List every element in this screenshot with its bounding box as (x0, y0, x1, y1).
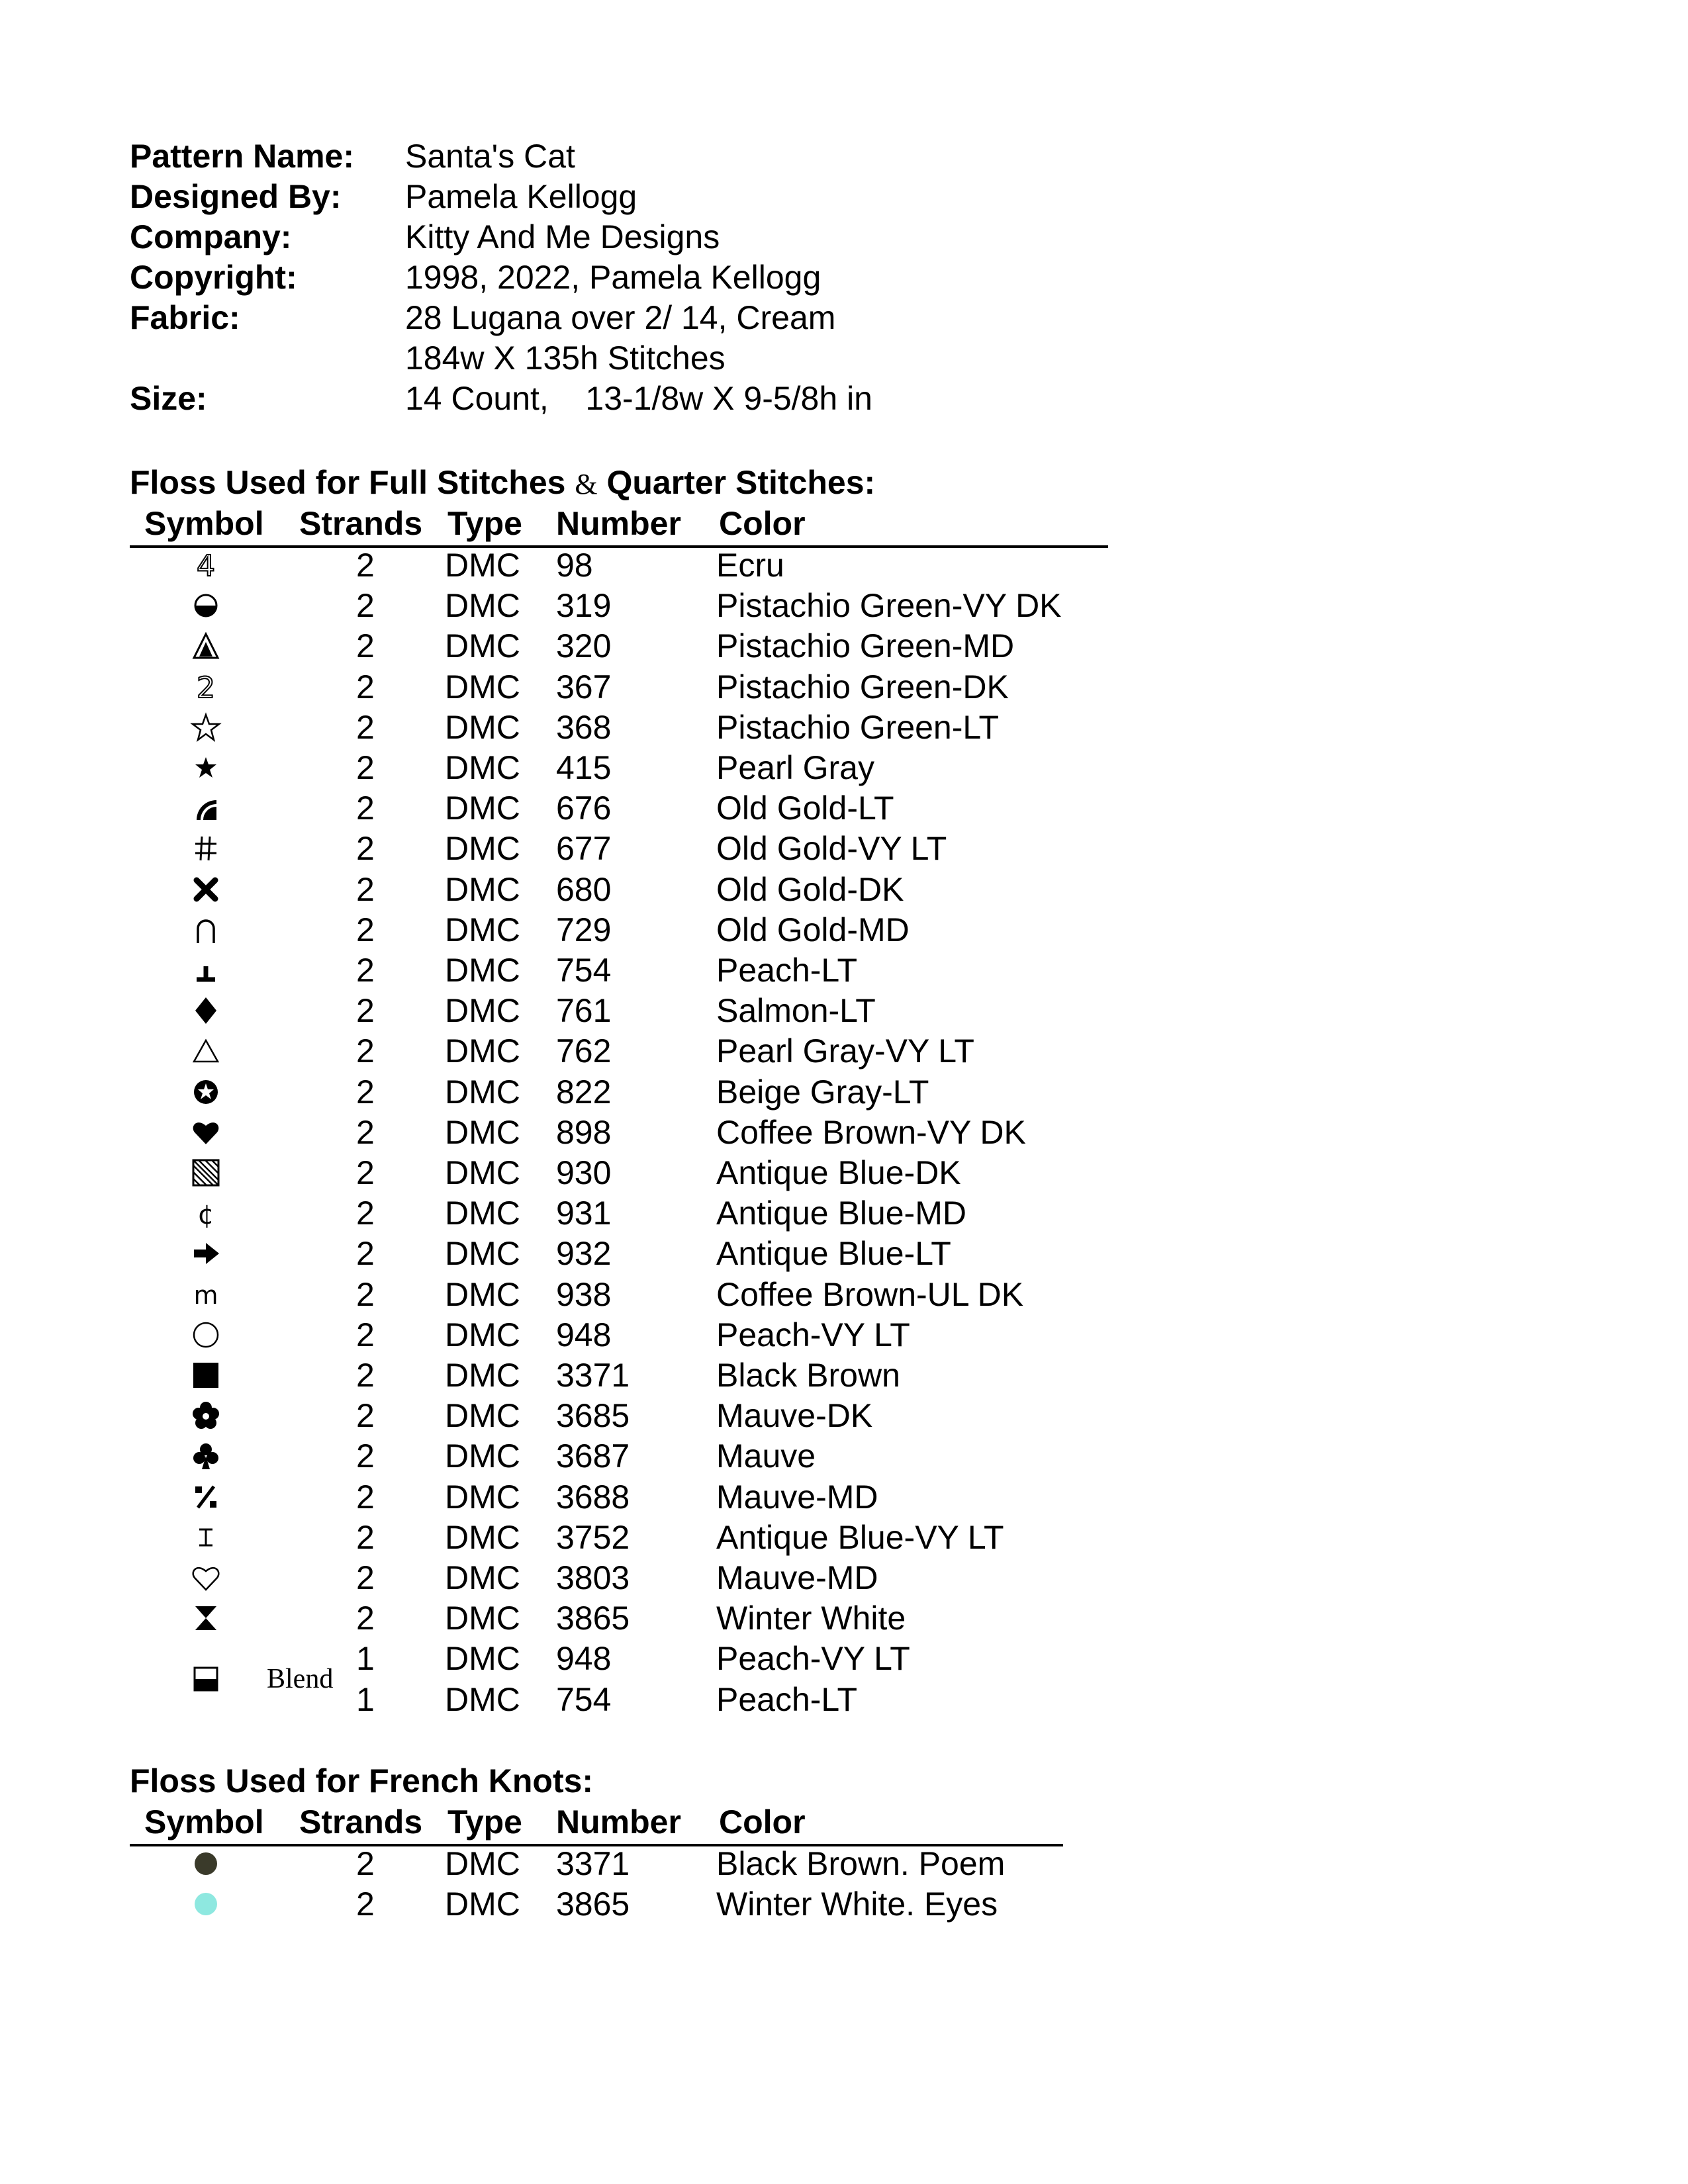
type-value: DMC (445, 1235, 520, 1273)
number-value: 932 (556, 1235, 612, 1273)
pattern-name-value: Santa's Cat (405, 138, 575, 175)
inverted-t-icon (183, 954, 229, 986)
size-row (130, 379, 1189, 419)
strands-value: 2 (356, 1478, 375, 1516)
strands-value: 2 (356, 1275, 375, 1313)
number-value: 98 (556, 547, 593, 584)
type-value: DMC (445, 790, 520, 827)
type-value: DMC (445, 1886, 520, 1923)
number-value: 3752 (556, 1518, 630, 1556)
floss-row (130, 1193, 1123, 1234)
type-value: DMC (445, 1073, 520, 1111)
number-value: 898 (556, 1113, 612, 1151)
color-value: Pistachio Green-VY DK (716, 587, 1062, 625)
type-value: DMC (445, 1275, 520, 1313)
strands-value: 2 (356, 1195, 375, 1232)
strands-value: 2 (356, 627, 375, 665)
number-value: 320 (556, 627, 612, 665)
half-circle-icon (183, 590, 229, 621)
flower-icon (183, 1400, 229, 1432)
type-value: DMC (445, 1845, 520, 1882)
strands-value: 2 (356, 1235, 375, 1273)
strands-value: 2 (356, 1600, 375, 1637)
blend-label: Blend (267, 1664, 334, 1694)
color-value: Peach-LT (716, 952, 858, 989)
hash-icon (183, 833, 229, 864)
floss-row (130, 829, 1123, 869)
half-filled-square-icon (183, 1663, 229, 1695)
color-value: Antique Blue-DK (716, 1154, 961, 1191)
color-value: Black Brown. Poem (716, 1845, 1006, 1882)
quarter-arc-icon (183, 792, 229, 824)
dot-cyan-icon (183, 1888, 229, 1920)
copyright-label: Copyright: (130, 259, 297, 296)
floss-row (130, 586, 1123, 626)
strands-value: 2 (356, 587, 375, 625)
designed-by-label: Designed By: (130, 178, 342, 215)
type-value: DMC (445, 1032, 520, 1070)
two-icon (183, 671, 229, 703)
floss-row (130, 788, 1123, 829)
pattern-info (130, 136, 1189, 419)
number-value: 415 (556, 749, 612, 786)
number-value: 948 (556, 1640, 612, 1678)
four-icon (183, 549, 229, 581)
type-value: DMC (445, 1195, 520, 1232)
number-value: 762 (556, 1032, 612, 1070)
strands-value: 2 (356, 547, 375, 584)
fabric-row (130, 298, 1189, 338)
fk-col-color-header: Color (719, 1803, 806, 1841)
number-value: 3371 (556, 1357, 630, 1394)
type-value: DMC (445, 708, 520, 746)
diamond-icon (183, 995, 229, 1026)
color-value: Salmon-LT (716, 992, 876, 1030)
percent-icon (183, 1481, 229, 1513)
strands-value: 2 (356, 1316, 375, 1353)
floss-row (130, 1072, 1123, 1113)
strands-value: 2 (356, 1154, 375, 1191)
number-value: 676 (556, 790, 612, 827)
strands-value: 2 (356, 749, 375, 786)
type-value: DMC (445, 1518, 520, 1556)
svg-text:4: 4 (197, 549, 215, 583)
type-value: DMC (445, 1559, 520, 1596)
number-value: 761 (556, 992, 612, 1030)
col-number-header: Number (556, 505, 681, 542)
color-value: Antique Blue-VY LT (716, 1518, 1004, 1556)
heart-filled-icon (183, 1116, 229, 1148)
col-symbol-header: Symbol (144, 505, 264, 542)
star-in-circle-icon (183, 1076, 229, 1108)
full-stitches-title (130, 463, 875, 502)
strands-value: 2 (356, 1032, 375, 1070)
arch-icon (183, 914, 229, 946)
club-icon (183, 1440, 229, 1472)
hourglass-icon (183, 1602, 229, 1634)
color-value: Old Gold-LT (716, 790, 894, 827)
designed-by-row (130, 177, 1189, 217)
number-value: 754 (556, 1680, 612, 1718)
color-value: Mauve (716, 1437, 816, 1475)
number-value: 822 (556, 1073, 612, 1111)
color-value: Beige Gray-LT (716, 1073, 929, 1111)
french-knot-row (130, 1844, 1123, 1884)
type-value: DMC (445, 830, 520, 868)
star-outline-icon (183, 711, 229, 743)
type-value: DMC (445, 1478, 520, 1516)
floss-row (130, 626, 1123, 666)
floss-row (130, 950, 1123, 991)
number-value: 3688 (556, 1478, 630, 1516)
floss-row (130, 1031, 1123, 1071)
company-row (130, 217, 1189, 257)
type-value: DMC (445, 911, 520, 948)
type-value: DMC (445, 587, 520, 625)
floss-row (130, 1234, 1123, 1274)
color-value: Peach-LT (716, 1680, 858, 1718)
fk-col-type-header: Type (447, 1803, 522, 1841)
square-filled-icon (183, 1359, 229, 1391)
color-value: Peach-VY LT (716, 1316, 910, 1353)
color-value: Winter White. Eyes (716, 1886, 998, 1923)
strands-value: 1 (356, 1680, 375, 1718)
floss-row (130, 1396, 1123, 1436)
strands-value: 2 (356, 870, 375, 908)
type-value: DMC (445, 952, 520, 989)
color-value: Coffee Brown-UL DK (716, 1275, 1024, 1313)
french-knot-row (130, 1884, 1123, 1925)
number-value: 3687 (556, 1437, 630, 1475)
number-value: 754 (556, 952, 612, 989)
strands-value: 2 (356, 708, 375, 746)
designed-by-value: Pamela Kellogg (405, 178, 637, 215)
color-value: Old Gold-DK (716, 870, 904, 908)
number-value: 319 (556, 587, 612, 625)
star-filled-icon (183, 752, 229, 784)
svg-text:m: m (193, 1280, 218, 1310)
number-value: 3685 (556, 1397, 630, 1435)
number-value: 680 (556, 870, 612, 908)
company-label: Company: (130, 218, 292, 255)
type-value: DMC (445, 1154, 520, 1191)
svg-text:¢: ¢ (197, 1200, 214, 1231)
stitches-row (130, 338, 1189, 379)
col-color-header: Color (719, 505, 806, 542)
full-stitches-title-a: Floss Used for Full Stitches (130, 464, 566, 501)
circle-outline-icon (183, 1319, 229, 1351)
strands-value: 2 (356, 1518, 375, 1556)
strands-value: 2 (356, 830, 375, 868)
arrow-right-icon (183, 1238, 229, 1269)
ampersand: & (575, 468, 598, 500)
col-type-header: Type (447, 505, 522, 542)
number-value: 931 (556, 1195, 612, 1232)
fk-col-number-header: Number (556, 1803, 681, 1841)
floss-row (130, 667, 1123, 707)
dot-dark-icon (183, 1848, 229, 1880)
type-value: DMC (445, 1640, 520, 1678)
number-value: 677 (556, 830, 612, 868)
strands-value: 2 (356, 911, 375, 948)
color-value: Coffee Brown-VY DK (716, 1113, 1026, 1151)
floss-row (130, 1518, 1123, 1558)
hatched-square-icon (183, 1157, 229, 1189)
type-value: DMC (445, 870, 520, 908)
strands-value: 2 (356, 1845, 375, 1882)
color-value: Old Gold-VY LT (716, 830, 947, 868)
color-value: Mauve-MD (716, 1478, 878, 1516)
cent-icon (183, 1197, 229, 1229)
copyright-value: 1998, 2022, Pamela Kellogg (405, 259, 821, 296)
company-value: Kitty And Me Designs (405, 218, 720, 255)
strands-value: 2 (356, 1357, 375, 1394)
col-strands-header: Strands (299, 505, 423, 542)
floss-row (130, 1598, 1123, 1639)
number-value: 368 (556, 708, 612, 746)
number-value: 938 (556, 1275, 612, 1313)
strands-value: 2 (356, 1559, 375, 1596)
stitches-value: 184w X 135h Stitches (405, 340, 726, 377)
strands-value: 2 (356, 1073, 375, 1111)
pattern-name-row (130, 136, 1189, 177)
color-value: Pearl Gray (716, 749, 874, 786)
floss-row (130, 1113, 1123, 1153)
floss-row (130, 748, 1123, 788)
type-value: DMC (445, 627, 520, 665)
type-value: DMC (445, 1680, 520, 1718)
type-value: DMC (445, 749, 520, 786)
number-value: 3371 (556, 1845, 630, 1882)
strands-value: 2 (356, 668, 375, 705)
copyright-row (130, 257, 1189, 298)
number-value: 3803 (556, 1559, 630, 1596)
type-value: DMC (445, 1316, 520, 1353)
type-value: DMC (445, 668, 520, 705)
fk-col-strands-header: Strands (299, 1803, 423, 1841)
color-value: Pistachio Green-MD (716, 627, 1015, 665)
pattern-name-label: Pattern Name: (130, 138, 354, 175)
type-value: DMC (445, 547, 520, 584)
m-icon (183, 1279, 229, 1310)
floss-row (130, 545, 1123, 586)
color-value: Old Gold-MD (716, 911, 910, 948)
strands-value: 2 (356, 1437, 375, 1475)
strands-value: 2 (356, 992, 375, 1030)
number-value: 930 (556, 1154, 612, 1191)
strands-value: 2 (356, 952, 375, 989)
floss-row (130, 1477, 1123, 1518)
color-value: Pistachio Green-LT (716, 708, 1000, 746)
number-value: 3865 (556, 1600, 630, 1637)
strands-value: 2 (356, 1113, 375, 1151)
type-value: DMC (445, 1397, 520, 1435)
type-value: DMC (445, 1113, 520, 1151)
floss-row (130, 1558, 1123, 1598)
strands-value: 2 (356, 1397, 375, 1435)
color-value: Antique Blue-LT (716, 1235, 951, 1273)
color-value: Peach-VY LT (716, 1640, 910, 1678)
triangle-a-icon (183, 630, 229, 662)
strands-value: 2 (356, 1886, 375, 1923)
fk-col-symbol-header: Symbol (144, 1803, 264, 1841)
i-beam-icon (183, 1522, 229, 1553)
color-value: Pearl Gray-VY LT (716, 1032, 974, 1070)
size-label: Size: (130, 380, 207, 417)
number-value: 367 (556, 668, 612, 705)
type-value: DMC (445, 992, 520, 1030)
heart-outline-icon (183, 1562, 229, 1594)
strands-value: 1 (356, 1640, 375, 1678)
type-value: DMC (445, 1600, 520, 1637)
floss-row (130, 991, 1123, 1031)
french-knots-title: Floss Used for French Knots: (130, 1762, 594, 1799)
full-stitches-title-b: Quarter Stitches: (606, 464, 876, 501)
strands-value: 2 (356, 790, 375, 827)
floss-row (130, 1275, 1123, 1315)
number-value: 948 (556, 1316, 612, 1353)
number-value: 729 (556, 911, 612, 948)
floss-row (130, 1355, 1123, 1396)
color-value: Pistachio Green-DK (716, 668, 1009, 705)
color-value: Mauve-MD (716, 1559, 878, 1596)
size-value: 14 Count, 13-1/8w X 9-5/8h in (405, 380, 872, 417)
fabric-label: Fabric: (130, 299, 240, 336)
floss-row (130, 707, 1123, 748)
triangle-outline-icon (183, 1035, 229, 1067)
floss-row (130, 870, 1123, 910)
fabric-value: 28 Lugana over 2/ 14, Cream (405, 299, 836, 336)
floss-row (130, 1153, 1123, 1193)
svg-text:2: 2 (197, 670, 215, 705)
color-value: Mauve-DK (716, 1397, 873, 1435)
number-value: 3865 (556, 1886, 630, 1923)
color-value: Antique Blue-MD (716, 1195, 966, 1232)
bold-x-icon (183, 874, 229, 905)
type-value: DMC (445, 1357, 520, 1394)
color-value: Winter White (716, 1600, 906, 1637)
color-value: Black Brown (716, 1357, 900, 1394)
floss-row (130, 1436, 1123, 1477)
color-value: Ecru (716, 547, 784, 584)
floss-row (130, 1315, 1123, 1355)
floss-row (130, 910, 1123, 950)
type-value: DMC (445, 1437, 520, 1475)
